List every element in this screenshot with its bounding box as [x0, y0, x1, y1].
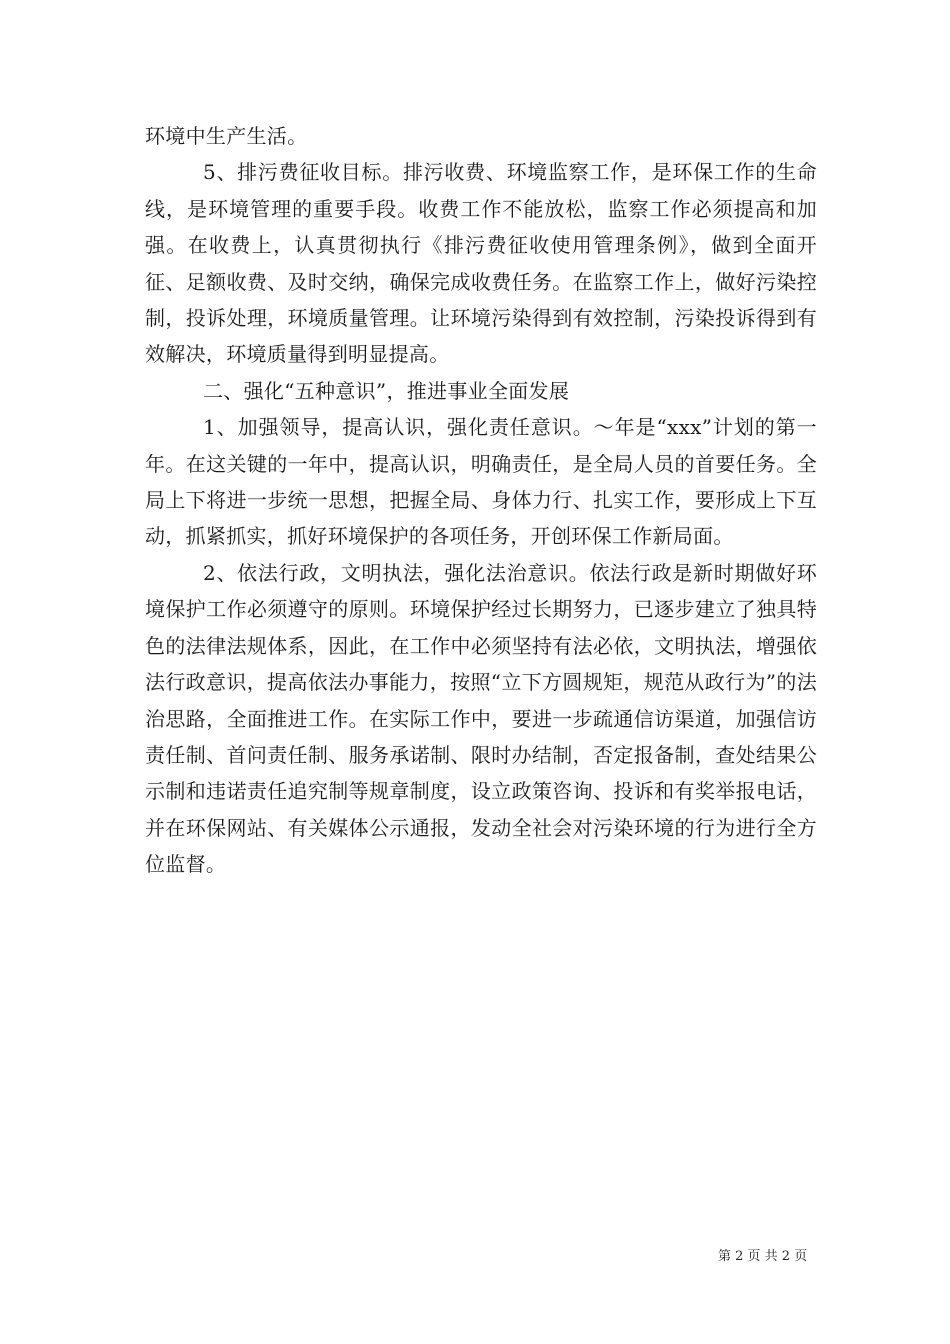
- document-body: [145, 118, 817, 883]
- paragraph-item-1: 1、加强领导，提高认识，强化责任意识。～年是“xxx”计划的第一年。在这关键的一年中，提高认识，明确责任，是全局人员的首要任务。全局上下将进一步统一思想，把握全局、身体力行、扎实工作，要形成上下互动，抓紧抓实，抓好环境保护的各项任务，开创环保工作新局面。: [145, 415, 817, 549]
- section-heading-two: 二、强化“五种意识”，推进事业全面发展: [203, 378, 570, 403]
- page-number-footer: 第 2 页 共 2 页: [718, 1249, 808, 1264]
- paragraph-item-5: 5、排污费征收目标。排污收费、环境监察工作，是环保工作的生命线，是环境管理的重要手段。收费工作不能放松，监察工作必须提高和加强。在收费上，认真贯彻执行《排污费征收使用管理条例》，做到全面开征、足额收费、及时交纳，确保完成收费任务。在监察工作上，做好污染控制，投诉处理，环境质量管理。让环境污染得到有效控制，污染投诉得到有效解决，环境质量得到明显提高。: [145, 160, 817, 367]
- paragraph-item-2: 2、依法行政，文明执法，强化法治意识。依法行政是新时期做好环境保护工作必须遵守的原则。环境保护经过长期努力，已逐步建立了独具特色的法律法规体系，因此，在工作中必须坚持有法必依，文明执法，增强依法行政意识，提高依法办事能力，按照“立下方圆规矩，规范从政行为”的法治思路，全面推进工作。在实际工作中，要进一步疏通信访渠道，加强信访责任制、首问责任制、服务承诺制、限时办结制，否定报备制，查处结果公示制和违诺责任追究制等规章制度，设立政策咨询、投诉和有奖举报电话，并在环保网站、有关媒体公示通报，发动全社会对污染环境的行为进行全方位监督。: [145, 560, 817, 877]
- paragraph-continuation: 环境中生产生活。: [145, 124, 308, 148]
